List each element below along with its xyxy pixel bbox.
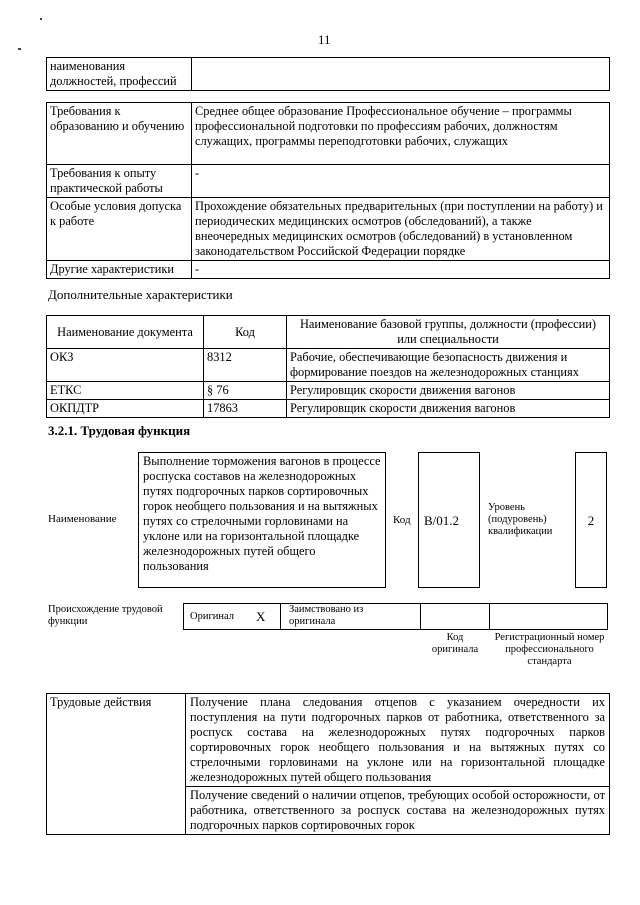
requirement-value: Прохождение обязательных предварительных (при поступлении на работу) и периодических медицинских осмотров (обследований), а также внеочередных медицинских осмотров (обследований) в установленном законодательством Российской Федерации порядке bbox=[192, 198, 610, 261]
requirement-value: - bbox=[192, 165, 610, 198]
top-table-value bbox=[192, 58, 610, 91]
top-table-label: наименования должностей, профессий bbox=[47, 58, 192, 91]
function-level-label: Уровень (подуровень) квалификации bbox=[488, 502, 553, 537]
add-header-code: Код bbox=[204, 316, 287, 349]
function-code-box bbox=[418, 452, 480, 588]
function-level-value: 2 bbox=[587, 513, 595, 528]
action-item: Получение плана следования отцепов с указанием очередности их поступления на пути подгорочных парков от работника, ответственного за роспуск состава на железнодорожных путях подгорочных парков сортировочных горок необщего пользования и на вытяжных путях со стрелочными горловинами на уклоне или на горизонтальной площадке железнодорожных путей общего пользования bbox=[186, 694, 610, 787]
function-code-label: Код bbox=[393, 514, 411, 526]
origin-reg-caption: Регистрационный номер профессионального стандарта bbox=[494, 632, 605, 667]
page-number: 11 bbox=[318, 32, 331, 47]
add-row-doc: ОКПДТР bbox=[47, 400, 204, 418]
origin-original-mark: X bbox=[256, 609, 266, 624]
add-row-doc: ЕТКС bbox=[47, 382, 204, 400]
origin-original-label: Оригинал bbox=[190, 611, 234, 622]
origin-label: Происхождение трудовой функции bbox=[48, 604, 163, 627]
action-item: Получение сведений о наличии отцепов, требующих особой осторожности, от работника, ответственного за роспуск состава на железнодорожных путях подгорочных парков сортировочных горок bbox=[186, 787, 610, 835]
requirement-label: Особые условия допуска к работе bbox=[47, 198, 192, 261]
origin-code-caption: Код оригинала bbox=[431, 632, 479, 655]
add-row-group: Регулировщик скорости движения вагонов bbox=[287, 400, 610, 418]
add-row-code: § 76 bbox=[204, 382, 287, 400]
function-code-value: B/01.2 bbox=[424, 513, 460, 528]
add-header-doc: Наименование документа bbox=[47, 316, 204, 349]
add-row-group: Рабочие, обеспечивающие безопасность движения и формирование поездов на железнодорожных станциях bbox=[287, 349, 610, 382]
requirement-value: Среднее общее образование Профессиональное обучение – программы профессиональной подготовки по профессиям рабочих, должностям служащих, программы переподготовки рабочих, служащих bbox=[192, 103, 610, 165]
top-table bbox=[46, 57, 610, 91]
margin-mark bbox=[18, 48, 21, 50]
actions-label: Трудовые действия bbox=[47, 694, 186, 835]
add-row-group: Регулировщик скорости движения вагонов bbox=[287, 382, 610, 400]
requirement-value: - bbox=[192, 261, 610, 279]
origin-divider bbox=[420, 603, 421, 630]
additional-table bbox=[46, 315, 610, 418]
origin-borrowed-label: Заимствовано из оригинала bbox=[289, 604, 364, 627]
add-header-group: Наименование базовой группы, должности (профессии) или специальности bbox=[287, 316, 610, 349]
add-row-doc: ОКЗ bbox=[47, 349, 204, 382]
requirement-label: Требования к опыту практической работы bbox=[47, 165, 192, 198]
requirements-table bbox=[46, 102, 610, 279]
origin-divider bbox=[489, 603, 490, 630]
function-name-label: Наименование bbox=[48, 513, 117, 525]
additional-title: Дополнительные характеристики bbox=[48, 287, 233, 302]
origin-divider bbox=[280, 603, 281, 630]
add-row-code: 8312 bbox=[204, 349, 287, 382]
actions-table bbox=[46, 693, 610, 835]
margin-mark bbox=[40, 18, 42, 20]
function-name-box bbox=[138, 452, 386, 588]
section-title: 3.2.1. Трудовая функция bbox=[48, 423, 191, 438]
function-name-value: Выполнение торможения вагонов в процессе роспуска составов на железнодорожных путях подгорочных парков сортировочных горок необщего пользования и на вытяжных путях со стрелочными горловинами на уклоне или на горизонтальной площадке железнодорожных путей общего пользования bbox=[143, 454, 381, 573]
requirement-label: Требования к образованию и обучению bbox=[47, 103, 192, 165]
add-row-code: 17863 bbox=[204, 400, 287, 418]
function-level-box bbox=[575, 452, 607, 588]
requirement-label: Другие характеристики bbox=[47, 261, 192, 279]
